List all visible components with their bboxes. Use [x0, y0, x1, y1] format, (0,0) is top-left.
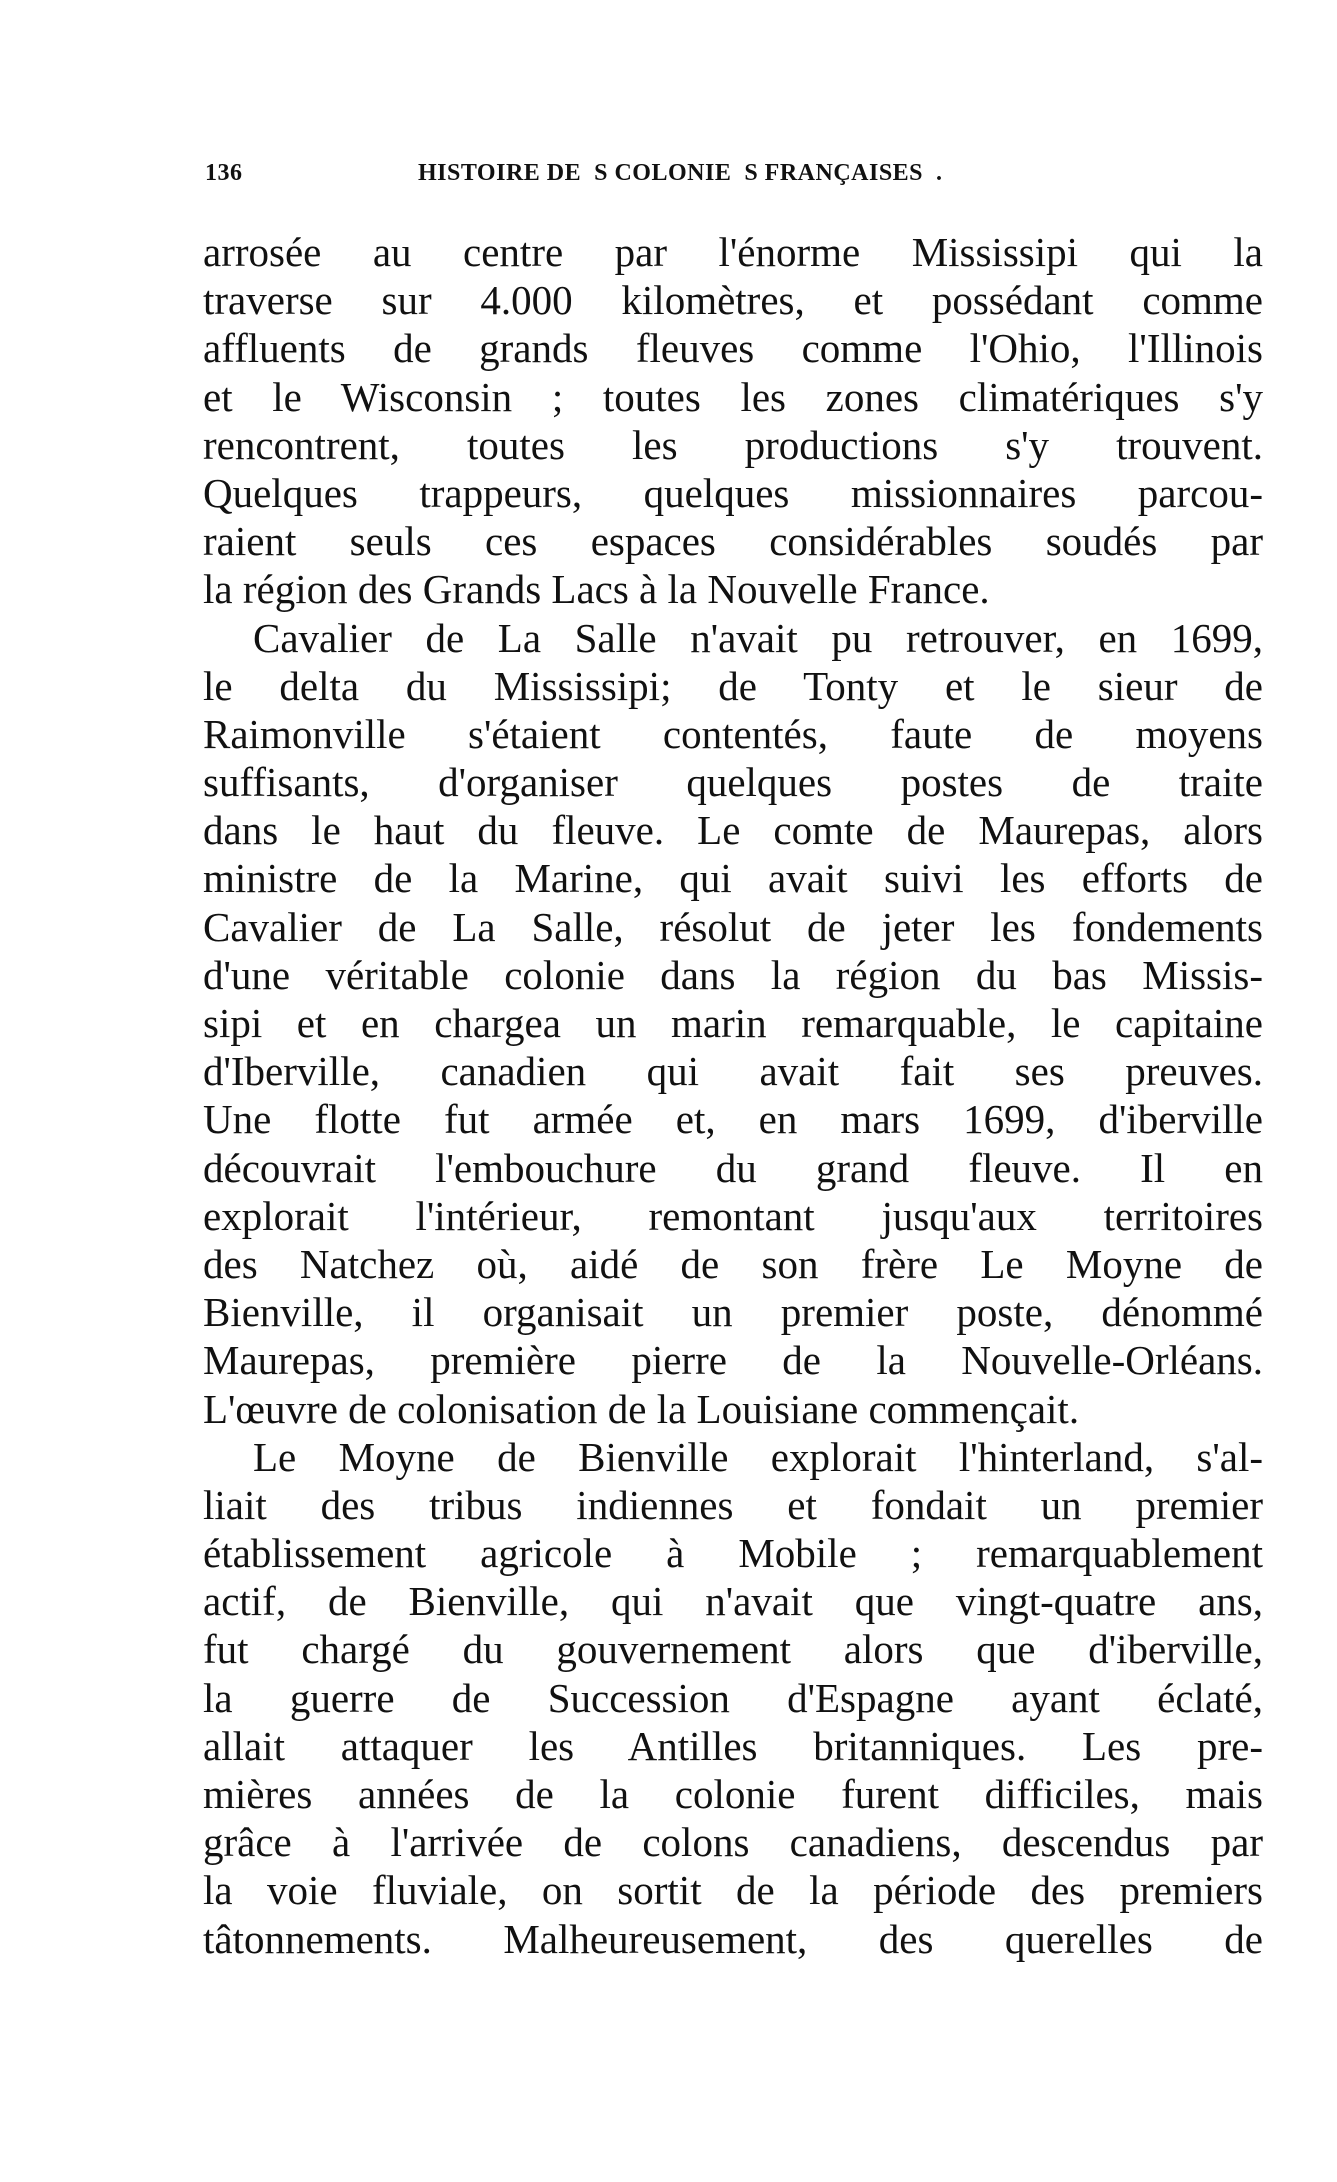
text-line: tâtonnements. Malheureusement, des querelles de	[203, 1915, 1263, 1962]
text-line: d'Iberville, canadien qui avait fait ses preuves.	[203, 1048, 1263, 1095]
text-line: Cavalier de La Salle, résolut de jeter les fondements	[203, 903, 1263, 950]
text-line: actif, de Bienville, qui n'avait que vingt-quatre ans,	[203, 1578, 1263, 1625]
text-line: Maurepas, première pierre de la Nouvelle-Orléans.	[203, 1337, 1263, 1384]
text-line: le delta du Mississipi; de Tonty et le sieur de	[203, 662, 1263, 709]
text-line: découvrait l'embouchure du grand fleuve. Il en	[203, 1144, 1263, 1191]
text-line: la voie fluviale, on sortit de la période des premiers	[203, 1867, 1263, 1914]
book-title: HISTOIRE DE S COLONIE S FRANÇAISES .	[418, 160, 943, 186]
text-line: sipi et en chargea un marin remarquable, le capitaine	[203, 1000, 1263, 1046]
text-line: allait attaquer les Antilles britanniques. Les pre-	[203, 1722, 1263, 1769]
text-line: raient seuls ces espaces considérables soudés par	[203, 518, 1263, 565]
paragraph	[203, 228, 1263, 614]
text-line: arrosée au centre par l'énorme Mississipi qui la	[203, 229, 1263, 275]
text-line: et le Wisconsin ; toutes les zones climatériques s'y	[203, 373, 1263, 420]
text-line: établissement agricole à Mobile ; remarquablement	[203, 1530, 1263, 1577]
text-line: Cavalier de La Salle n'avait pu retrouver, en 1699,	[253, 614, 1263, 661]
paragraph	[203, 1433, 1263, 1963]
paragraph	[203, 614, 1263, 1433]
text-line: ministre de la Marine, qui avait suivi les efforts de	[203, 855, 1263, 902]
text-line: d'une véritable colonie dans la région du bas Missis-	[203, 951, 1263, 998]
page-number: 136	[205, 160, 243, 186]
text-line: affluents de grands fleuves comme l'Ohio, l'Illinois	[203, 325, 1263, 372]
text-line: suffisants, d'organiser quelques postes de traite	[203, 759, 1263, 806]
text-line: traverse sur 4.000 kilomètres, et possédant comme	[203, 277, 1263, 324]
text-line: L'œuvre de colonisation de la Louisiane commençait.	[203, 1385, 1080, 1432]
text-line: la guerre de Succession d'Espagne ayant éclaté,	[203, 1674, 1263, 1721]
running-head	[205, 160, 1055, 196]
text-line: Le Moyne de Bienville explorait l'hinterland, s'al-	[253, 1433, 1263, 1480]
text-line: Quelques trappeurs, quelques missionnaires parcou-	[203, 469, 1263, 516]
text-line: rencontrent, toutes les productions s'y trouvent.	[203, 421, 1263, 468]
text-line: des Natchez où, aidé de son frère Le Moyne de	[203, 1240, 1263, 1287]
text-line: liait des tribus indiennes et fondait un premier	[203, 1481, 1263, 1528]
text-line: la région des Grands Lacs à la Nouvelle France.	[203, 566, 990, 613]
text-line: Une flotte fut armée et, en mars 1699, d'iberville	[203, 1096, 1263, 1143]
body-text	[203, 228, 1263, 1963]
text-line: Bienville, il organisait un premier poste, dénommé	[203, 1289, 1263, 1336]
text-line: explorait l'intérieur, remontant jusqu'aux territoires	[203, 1192, 1263, 1239]
text-line: dans le haut du fleuve. Le comte de Maurepas, alors	[203, 807, 1263, 854]
text-line: grâce à l'arrivée de colons canadiens, descendus par	[203, 1819, 1263, 1866]
text-line: fut chargé du gouvernement alors que d'iberville,	[203, 1626, 1263, 1673]
text-line: Raimonville s'étaient contentés, faute de moyens	[203, 710, 1263, 757]
text-line: mières années de la colonie furent difficiles, mais	[203, 1771, 1263, 1817]
